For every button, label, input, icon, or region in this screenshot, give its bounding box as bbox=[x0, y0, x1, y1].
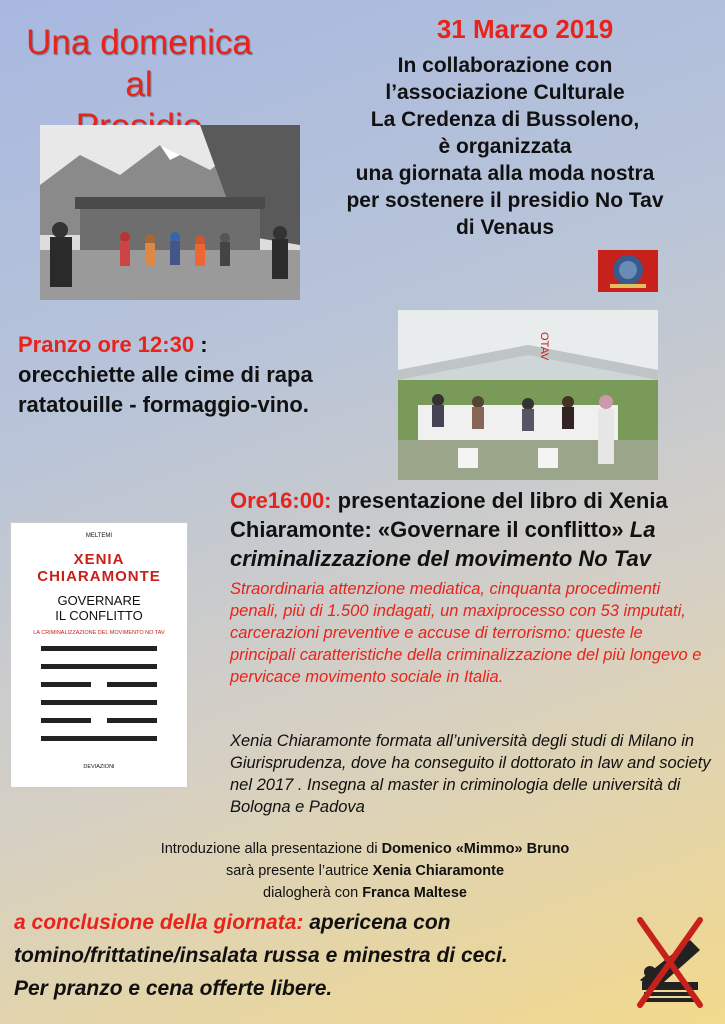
closing-label: a conclusione della giornata: bbox=[14, 911, 304, 934]
moderator-name: Franca Maltese bbox=[362, 885, 467, 901]
intro-line: di Venaus bbox=[455, 216, 555, 239]
book-cover-subtitle: LA CRIMINALIZZAZIONE DEL MOVIMENTO NO TAV bbox=[33, 630, 165, 636]
book-author-last: CHIARAMONTE bbox=[37, 568, 161, 585]
talk-text: presentazione del libro di Xenia bbox=[331, 488, 668, 513]
title-line1: Una domenica al bbox=[26, 23, 252, 104]
lunch-section bbox=[18, 330, 398, 420]
intro-text bbox=[300, 52, 710, 241]
author-name: Xenia Chiaramonte bbox=[372, 863, 505, 879]
book-author-first: XENIA bbox=[73, 551, 125, 568]
hexagram-icon bbox=[11, 642, 187, 762]
talk-time: Ore16:00: bbox=[230, 488, 332, 513]
book-cover-title: GOVERNARE bbox=[57, 593, 141, 608]
credits-text: dialogherà con bbox=[263, 885, 363, 901]
lunch-menu-line: ratatouille - formaggio-vino. bbox=[18, 392, 309, 417]
author-bio: Xenia Chiaramonte formata all’università degli studi di Milano in Giurisprudenza, dove ha conseguito il dottorato in law and society nel 2017 . Insegna al master in criminologia delle università di Bologna e Padova bbox=[230, 732, 711, 816]
intro-line: l’associazione Culturale bbox=[385, 81, 625, 104]
presidio-photo bbox=[40, 125, 300, 300]
book-cover-title: IL CONFLITTO bbox=[55, 608, 143, 623]
book-subtitle: criminalizzazione del movimento No Tav bbox=[230, 546, 651, 571]
intro-line: per sostenere il presidio No Tav bbox=[346, 189, 664, 212]
closing-text: apericena con bbox=[303, 911, 451, 934]
intro-line: una giornata alla moda nostra bbox=[355, 162, 655, 185]
lunch-sep: : bbox=[194, 332, 208, 357]
talk-heading bbox=[230, 486, 710, 573]
intro-line: è organizzata bbox=[438, 135, 572, 158]
book-description: Straordinaria attenzione mediatica, cinquanta procedimenti penali, più di 1.500 indagati, un maxiprocesso con 53 imputati, carcerazioni preventive e accuse di terrorismo: queste le principali caratteristiche della criminalizzazione del più longevo e pervicace movimento sociale in Italia. bbox=[230, 580, 702, 686]
credits-text: Introduzione alla presentazione di bbox=[160, 841, 382, 857]
no-tav-logo bbox=[630, 910, 710, 1010]
introducer-name: Domenico «Mimmo» Bruno bbox=[381, 841, 570, 857]
closing-menu: tomino/frittatine/insalata russa e minestra di ceci. bbox=[14, 944, 508, 967]
closing-offer: Per pranzo e cena offerte libere. bbox=[14, 977, 333, 1000]
intro-line: In collaborazione con bbox=[397, 54, 613, 77]
lunch-menu-line: orecchiette alle cime di rapa bbox=[18, 362, 313, 387]
book-cover bbox=[10, 522, 188, 788]
book-series: DEVIAZIONI bbox=[83, 764, 115, 770]
book-publisher: MELTEMI bbox=[85, 533, 113, 539]
credits-text: sarà presente l’autrice bbox=[225, 863, 373, 879]
closing-section bbox=[14, 906, 624, 1005]
book-title: Chiaramonte: «Governare il conflitto» bbox=[230, 517, 630, 542]
book-subtitle-start: La bbox=[629, 517, 656, 542]
credenza-logo bbox=[598, 250, 658, 292]
credits bbox=[100, 838, 630, 904]
lunch-label: Pranzo ore 12:30 bbox=[18, 332, 195, 357]
tent-sign: OTAV bbox=[538, 332, 550, 361]
event-date: 31 Marzo 2019 bbox=[436, 14, 614, 44]
tent-lunch-photo bbox=[398, 310, 658, 480]
intro-line: La Credenza di Bussoleno, bbox=[370, 108, 640, 131]
